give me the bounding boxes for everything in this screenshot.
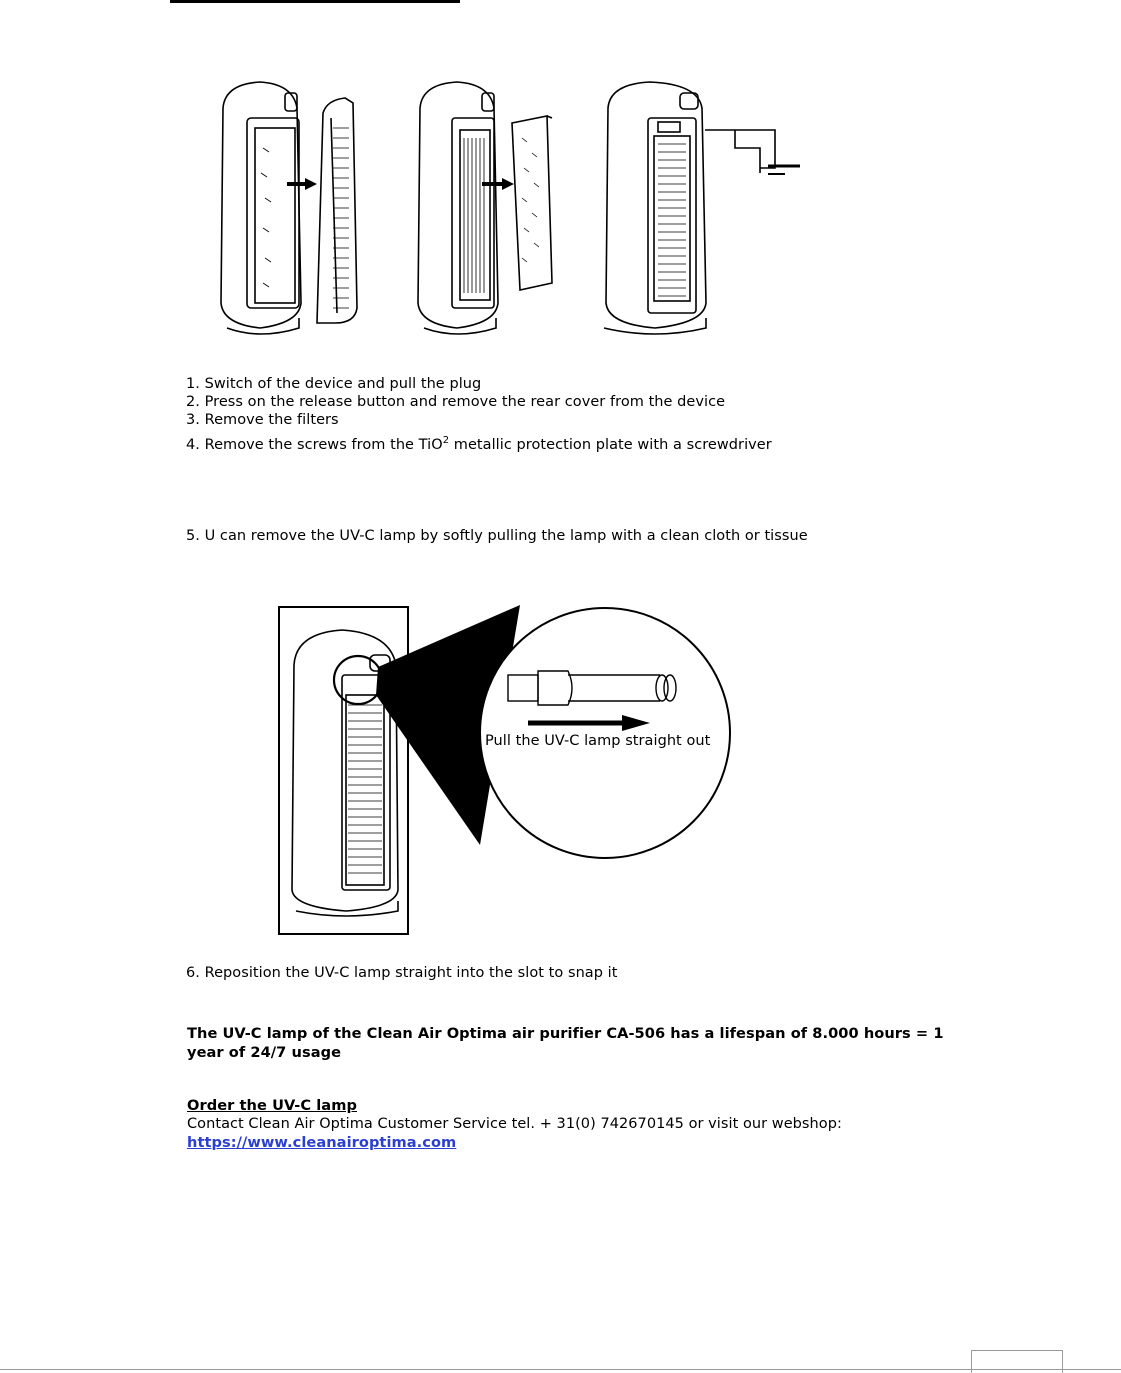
step-number: 1. [186, 376, 200, 392]
step-text-cont: metallic protection plate with a screwdriver [449, 436, 772, 453]
step-number: 5. [186, 528, 200, 544]
step-text: Remove the screws from the TiO [204, 436, 443, 453]
bottom-rule [0, 1369, 1121, 1370]
lamp-figure [280, 585, 730, 935]
top-rule [170, 0, 460, 3]
lifespan-line-1: The UV-C lamp of the Clean Air Optima air purifier CA-506 has a lifespan of 8.000 hours = 1 [187, 1025, 944, 1042]
step-1 [186, 376, 481, 392]
illustration-remove-cover [215, 78, 375, 340]
order-heading: Order the UV-C lamp [187, 1097, 357, 1114]
step-2 [186, 394, 725, 410]
step-text: Reposition the UV-C lamp straight into the slot to snap it [204, 965, 618, 981]
callout-caption: Pull the UV-C lamp straight out [485, 733, 711, 749]
step-5 [186, 528, 808, 544]
webshop-link[interactable]: https://www.cleanairoptima.com [187, 1134, 457, 1151]
lifespan-line-2: year of 24/7 usage [187, 1044, 342, 1061]
illustration-unscrew-plate [600, 78, 815, 340]
step-text: Remove the filters [204, 412, 339, 428]
superscript: 2 [442, 435, 450, 446]
step-number: 6. [186, 965, 200, 981]
step-text: U can remove the UV-C lamp by softly pulling the lamp with a clean cloth or tissue [204, 528, 808, 544]
step-3 [186, 412, 339, 428]
step-text: Switch of the device and pull the plug [204, 376, 482, 392]
illustration-remove-filters [412, 78, 562, 340]
step-text: Press on the release button and remove the rear cover from the device [204, 394, 726, 410]
order-contact: Contact Clean Air Optima Customer Service tel. + 31(0) 742670145 or visit our webshop: [187, 1116, 842, 1132]
step-6 [186, 965, 617, 981]
step-number: 4. [186, 436, 200, 453]
step-number: 2. [186, 394, 200, 410]
step-4 [186, 435, 772, 453]
step-number: 3. [186, 412, 200, 428]
